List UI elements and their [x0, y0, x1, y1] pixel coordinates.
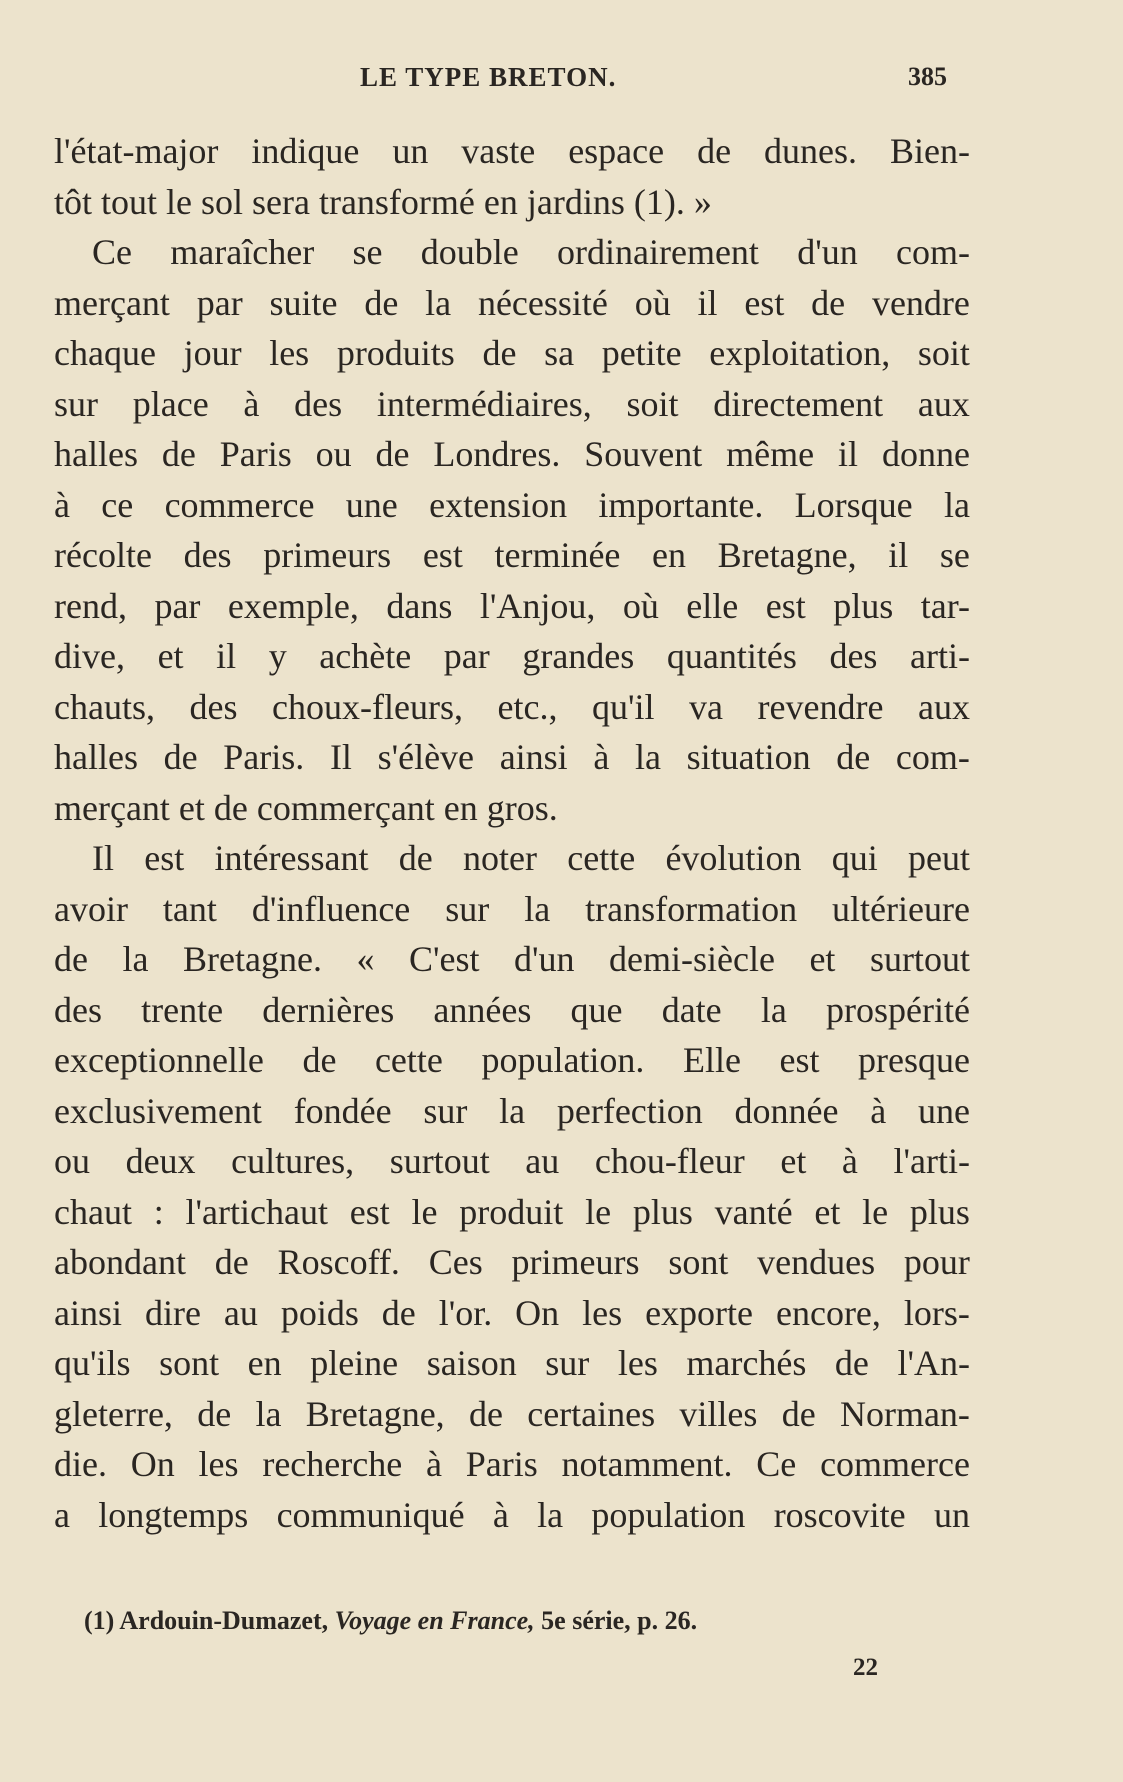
- text-line: ainsi dire au poids de l'or. On les exporte encore, lors-: [54, 1292, 970, 1333]
- footnote-title: Voyage en France,: [334, 1606, 535, 1635]
- text-line: exceptionnelle de cette population. Elle est presque: [54, 1040, 970, 1080]
- page-header: [0, 62, 1123, 102]
- text-line: de la Bretagne. « C'est d'un demi-siècle et surtout: [54, 939, 970, 979]
- body-text: [54, 126, 970, 1540]
- text-line: die. On les recherche à Paris notamment. Ce commerce: [54, 1444, 970, 1484]
- text-line: ou deux cultures, surtout au chou-fleur et à l'arti-: [54, 1141, 970, 1181]
- text-line: qu'ils sont en pleine saison sur les marchés de l'An-: [54, 1343, 970, 1383]
- text-line: merçant et de commerçant en gros.: [54, 787, 558, 828]
- signature-mark: 22: [853, 1654, 878, 1681]
- text-line: tôt tout le sol sera transformé en jardins (1). »: [54, 181, 712, 222]
- text-line: chauts, des choux-fleurs, etc., qu'il va revendre aux: [54, 686, 970, 727]
- page-number: 385: [908, 62, 947, 91]
- text-line: halles de Paris ou de Londres. Souvent même il donne: [54, 434, 970, 474]
- text-line: abondant de Roscoff. Ces primeurs sont vendues pour: [54, 1242, 970, 1282]
- text-line: avoir tant d'influence sur la transformation ultérieure: [54, 888, 970, 929]
- text-line: merçant par suite de la nécessité où il est de vendre: [54, 282, 970, 323]
- text-line: sur place à des intermédiaires, soit directement aux: [54, 383, 970, 424]
- text-line: chaut : l'artichaut est le produit le plus vanté et le plus: [54, 1191, 970, 1232]
- text-line: chaque jour les produits de sa petite exploitation, soit: [54, 333, 970, 373]
- text-line: exclusivement fondée sur la perfection donnée à une: [54, 1090, 970, 1131]
- running-title: LE TYPE BRETON.: [360, 62, 617, 92]
- footnote: [84, 1606, 697, 1636]
- text-line: a longtemps communiqué à la population roscovite un: [54, 1494, 970, 1535]
- text-line: dive, et il y achète par grandes quantités des arti-: [54, 636, 970, 676]
- text-line: l'état-major indique un vaste espace de dunes. Bien-: [54, 131, 970, 171]
- text-line: à ce commerce une extension importante. Lorsque la: [54, 484, 970, 525]
- text-line: halles de Paris. Il s'élève ainsi à la situation de com-: [54, 737, 970, 777]
- footnote-marker: (1): [84, 1606, 115, 1635]
- text-line: gleterre, de la Bretagne, de certaines villes de Norman-: [54, 1393, 970, 1434]
- footnote-author: Ardouin-Dumazet,: [119, 1606, 329, 1635]
- text-line: Il est intéressant de noter cette évolution qui peut: [92, 838, 970, 878]
- text-line: des trente dernières années que date la prospérité: [54, 989, 970, 1030]
- text-line: Ce maraîcher se double ordinairement d'un com-: [92, 232, 970, 272]
- text-line: récolte des primeurs est terminée en Bretagne, il se: [54, 535, 970, 575]
- footnote-details: 5e série, p. 26.: [541, 1606, 698, 1635]
- text-line: rend, par exemple, dans l'Anjou, où elle est plus tar-: [54, 585, 970, 626]
